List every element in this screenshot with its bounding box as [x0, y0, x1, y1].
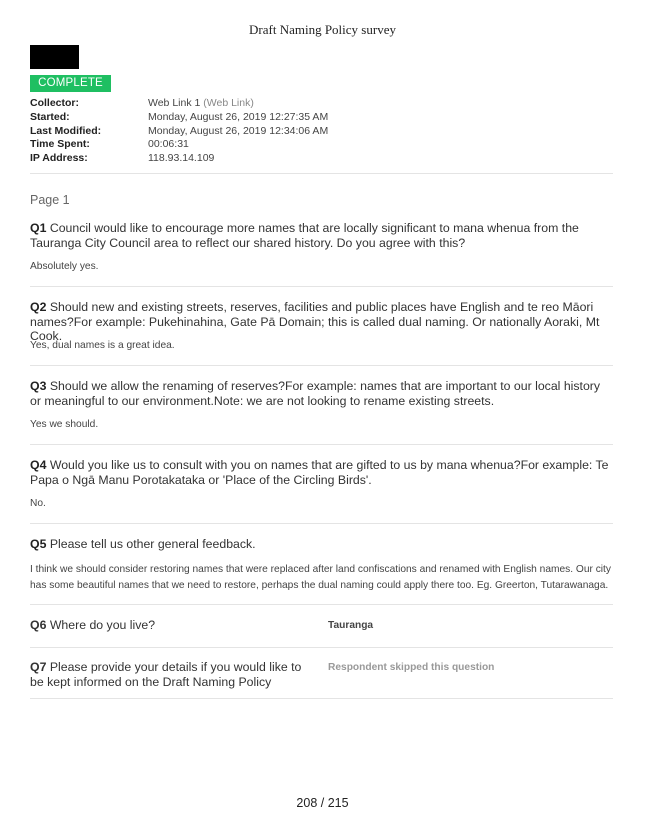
- answer-4: No.: [30, 498, 46, 509]
- meta-ip-row: [30, 152, 328, 166]
- answer-3: Yes we should.: [30, 419, 99, 430]
- question-7: [30, 660, 305, 689]
- divider: [30, 173, 613, 174]
- divider: [30, 523, 613, 524]
- question-text: Council would like to encourage more names that are locally significant to mana whenua from the Tauranga City Council area to reflect our shared history. Do you agree with this?: [30, 221, 579, 250]
- collector-type: (Web Link): [200, 97, 254, 109]
- meta-collector-value: [148, 97, 254, 111]
- question-number: Q3: [30, 379, 47, 393]
- question-number: Q1: [30, 221, 47, 235]
- divider: [30, 444, 613, 445]
- collector-name: Web Link 1: [148, 97, 201, 109]
- answer-2: Yes, dual names is a great idea.: [30, 340, 175, 351]
- divider: [30, 286, 613, 287]
- divider: [30, 604, 613, 605]
- question-2: [30, 300, 613, 344]
- meta-modified-value: Monday, August 26, 2019 12:34:06 AM: [148, 124, 329, 137]
- question-3: [30, 379, 613, 408]
- answer-7-skipped: Respondent skipped this question: [328, 662, 495, 673]
- question-1: [30, 221, 613, 250]
- response-metadata: [30, 97, 328, 166]
- question-4: [30, 458, 613, 487]
- question-text: Please tell us other general feedback.: [46, 537, 256, 551]
- question-6: [30, 618, 305, 633]
- divider: [30, 698, 613, 699]
- meta-modified-label: Last Modified:: [30, 124, 102, 137]
- meta-collector-row: [30, 97, 328, 111]
- answer-1: Absolutely yes.: [30, 261, 99, 272]
- question-5: [30, 537, 613, 552]
- question-number: Q2: [30, 300, 47, 314]
- question-text: Should we allow the renaming of reserves?For example: names that are important to our local history or meaningful to our environment.Note: we are not looking to rename existing streets.: [30, 379, 601, 408]
- divider: [30, 365, 613, 366]
- meta-ip-value: 118.93.14.109: [148, 152, 215, 165]
- answer-5: I think we should consider restoring names that were replaced after land confiscations and renamed with English names. Our city has some beautiful names that we need to restore, perhaps the dual naming could apply there too. Eg. Greerton, Tutarawanaga.: [30, 564, 611, 591]
- meta-started-value: Monday, August 26, 2019 12:27:35 AM: [148, 110, 329, 123]
- redacted-block: [30, 45, 79, 69]
- meta-modified-row: [30, 125, 328, 139]
- question-number: Q5: [30, 537, 47, 551]
- meta-ip-label: IP Address:: [30, 152, 88, 165]
- meta-collector-label: Collector:: [30, 97, 80, 109]
- meta-started-row: [30, 111, 328, 125]
- answer-6: Tauranga: [328, 620, 374, 631]
- question-text: Where do you live?: [46, 618, 156, 632]
- question-text: Should new and existing streets, reserves, facilities and public places have English and te reo Māori names?For example: Pukehinahina, Gate Pā Domain; this is called dual naming. Or nationally Aoraki, Mt Cook.: [30, 300, 600, 343]
- page-number: 208 / 215: [296, 796, 349, 810]
- meta-time-value: 00:06:31: [148, 138, 189, 151]
- complete-status-badge: COMPLETE: [30, 75, 111, 92]
- meta-time-row: [30, 138, 328, 152]
- divider: [30, 647, 613, 648]
- page-label: Page 1: [30, 193, 70, 207]
- question-number: Q6: [30, 618, 47, 632]
- question-number: Q7: [30, 660, 47, 674]
- document-title: Draft Naming Policy survey: [249, 22, 396, 37]
- meta-started-label: Started:: [30, 110, 70, 123]
- meta-time-label: Time Spent:: [30, 138, 90, 151]
- question-text: Please provide your details if you would like to be kept informed on the Draft Naming Policy: [30, 660, 302, 689]
- question-text: Would you like us to consult with you on names that are gifted to us by mana whenua?For example: Te Papa o Ngā Manu Porotakataka or 'Place of the Circling Birds'.: [30, 458, 609, 487]
- question-number: Q4: [30, 458, 47, 472]
